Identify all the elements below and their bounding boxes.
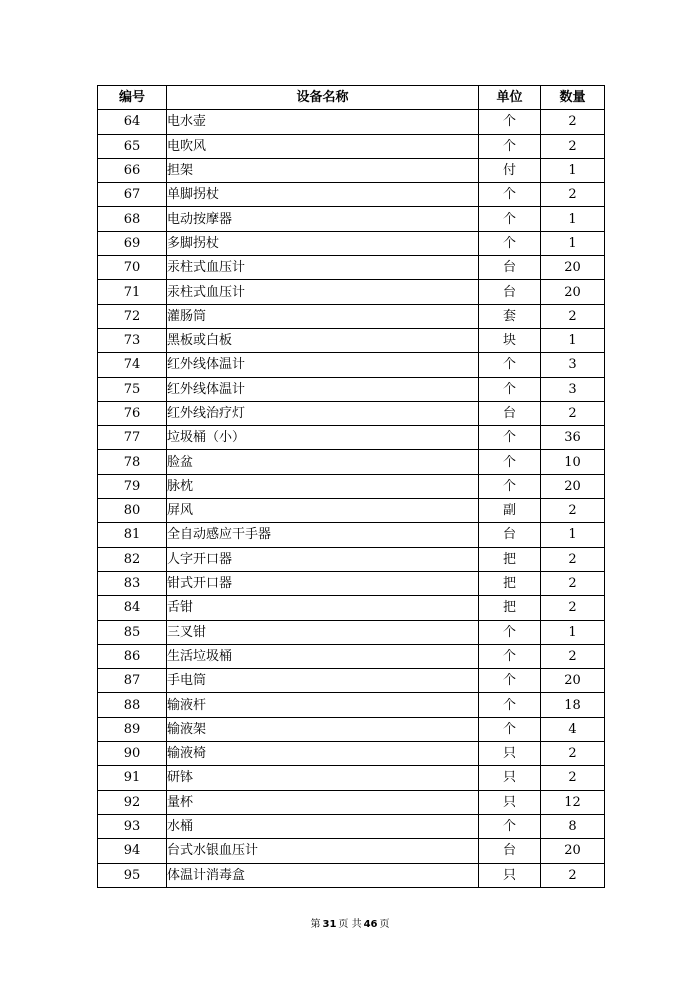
cell-no: 78 xyxy=(98,450,167,474)
footer-page-number: 31 xyxy=(322,919,337,930)
table-row xyxy=(98,280,605,304)
cell-name: 多脚拐杖 xyxy=(167,231,479,255)
cell-name: 汞柱式血压计 xyxy=(167,280,479,304)
cell-name: 生活垃圾桶 xyxy=(167,644,479,668)
cell-name: 垃圾桶（小） xyxy=(167,426,479,450)
cell-qty: 1 xyxy=(541,231,605,255)
table-row xyxy=(98,742,605,766)
cell-qty: 2 xyxy=(541,401,605,425)
cell-qty: 20 xyxy=(541,256,605,280)
cell-qty: 2 xyxy=(541,547,605,571)
cell-unit: 副 xyxy=(479,499,541,523)
cell-no: 88 xyxy=(98,693,167,717)
table-row xyxy=(98,377,605,401)
table-row xyxy=(98,401,605,425)
table-row xyxy=(98,134,605,158)
cell-unit: 个 xyxy=(479,183,541,207)
cell-no: 64 xyxy=(98,110,167,134)
cell-unit: 个 xyxy=(479,717,541,741)
cell-no: 93 xyxy=(98,814,167,838)
table-row xyxy=(98,571,605,595)
table-header-row xyxy=(98,86,605,110)
cell-name: 全自动感应干手器 xyxy=(167,523,479,547)
header-name: 设备名称 xyxy=(167,86,479,110)
cell-no: 85 xyxy=(98,620,167,644)
cell-name: 三叉钳 xyxy=(167,620,479,644)
table-row xyxy=(98,304,605,328)
cell-qty: 2 xyxy=(541,596,605,620)
table-row xyxy=(98,499,605,523)
cell-qty: 2 xyxy=(541,183,605,207)
cell-qty: 2 xyxy=(541,499,605,523)
cell-unit: 个 xyxy=(479,814,541,838)
cell-unit: 只 xyxy=(479,766,541,790)
table-row xyxy=(98,547,605,571)
cell-no: 75 xyxy=(98,377,167,401)
cell-name: 黑板或白板 xyxy=(167,328,479,352)
table-row xyxy=(98,231,605,255)
cell-name: 担架 xyxy=(167,158,479,182)
cell-name: 研钵 xyxy=(167,766,479,790)
equipment-table xyxy=(97,85,605,888)
cell-name: 体温计消毒盒 xyxy=(167,863,479,887)
cell-unit: 只 xyxy=(479,790,541,814)
cell-unit: 个 xyxy=(479,110,541,134)
cell-name: 电吹风 xyxy=(167,134,479,158)
cell-no: 76 xyxy=(98,401,167,425)
cell-unit: 台 xyxy=(479,401,541,425)
cell-name: 红外线体温计 xyxy=(167,377,479,401)
cell-qty: 1 xyxy=(541,620,605,644)
cell-unit: 把 xyxy=(479,596,541,620)
cell-qty: 1 xyxy=(541,523,605,547)
table-row xyxy=(98,256,605,280)
cell-qty: 12 xyxy=(541,790,605,814)
cell-name: 汞柱式血压计 xyxy=(167,256,479,280)
cell-unit: 台 xyxy=(479,280,541,304)
table-row xyxy=(98,669,605,693)
cell-unit: 个 xyxy=(479,669,541,693)
cell-name: 手电筒 xyxy=(167,669,479,693)
table-row xyxy=(98,814,605,838)
cell-name: 输液杆 xyxy=(167,693,479,717)
table-row xyxy=(98,644,605,668)
cell-qty: 8 xyxy=(541,814,605,838)
table-row xyxy=(98,766,605,790)
cell-qty: 2 xyxy=(541,134,605,158)
cell-no: 90 xyxy=(98,742,167,766)
cell-no: 70 xyxy=(98,256,167,280)
cell-unit: 个 xyxy=(479,231,541,255)
cell-name: 水桶 xyxy=(167,814,479,838)
cell-name: 台式水银血压计 xyxy=(167,839,479,863)
page-footer xyxy=(0,918,700,932)
cell-qty: 2 xyxy=(541,863,605,887)
cell-qty: 20 xyxy=(541,669,605,693)
cell-no: 87 xyxy=(98,669,167,693)
cell-unit: 个 xyxy=(479,134,541,158)
cell-qty: 2 xyxy=(541,304,605,328)
cell-qty: 20 xyxy=(541,839,605,863)
cell-unit: 个 xyxy=(479,693,541,717)
footer-total-pages: 46 xyxy=(363,919,378,930)
cell-unit: 套 xyxy=(479,304,541,328)
cell-no: 80 xyxy=(98,499,167,523)
table-row xyxy=(98,523,605,547)
cell-name: 红外线治疗灯 xyxy=(167,401,479,425)
cell-qty: 20 xyxy=(541,474,605,498)
cell-no: 68 xyxy=(98,207,167,231)
cell-no: 72 xyxy=(98,304,167,328)
table-row xyxy=(98,158,605,182)
cell-name: 电动按摩器 xyxy=(167,207,479,231)
cell-no: 66 xyxy=(98,158,167,182)
cell-no: 94 xyxy=(98,839,167,863)
cell-qty: 20 xyxy=(541,280,605,304)
cell-qty: 4 xyxy=(541,717,605,741)
table-row xyxy=(98,450,605,474)
table-row xyxy=(98,183,605,207)
cell-no: 91 xyxy=(98,766,167,790)
cell-qty: 36 xyxy=(541,426,605,450)
cell-qty: 2 xyxy=(541,571,605,595)
cell-qty: 2 xyxy=(541,766,605,790)
cell-name: 单脚拐杖 xyxy=(167,183,479,207)
cell-name: 输液架 xyxy=(167,717,479,741)
cell-qty: 3 xyxy=(541,377,605,401)
cell-unit: 个 xyxy=(479,620,541,644)
cell-name: 脸盆 xyxy=(167,450,479,474)
cell-no: 86 xyxy=(98,644,167,668)
cell-unit: 台 xyxy=(479,523,541,547)
cell-name: 钳式开口器 xyxy=(167,571,479,595)
table-row xyxy=(98,474,605,498)
table-row xyxy=(98,620,605,644)
cell-name: 屏风 xyxy=(167,499,479,523)
cell-no: 65 xyxy=(98,134,167,158)
cell-no: 71 xyxy=(98,280,167,304)
cell-qty: 2 xyxy=(541,742,605,766)
cell-unit: 个 xyxy=(479,377,541,401)
table-row xyxy=(98,790,605,814)
table-row xyxy=(98,110,605,134)
cell-no: 77 xyxy=(98,426,167,450)
cell-no: 79 xyxy=(98,474,167,498)
cell-qty: 1 xyxy=(541,207,605,231)
cell-name: 舌钳 xyxy=(167,596,479,620)
cell-no: 84 xyxy=(98,596,167,620)
cell-unit: 个 xyxy=(479,474,541,498)
cell-qty: 2 xyxy=(541,110,605,134)
footer-suffix: 页 xyxy=(379,919,390,930)
cell-no: 67 xyxy=(98,183,167,207)
cell-name: 脉枕 xyxy=(167,474,479,498)
cell-unit: 只 xyxy=(479,863,541,887)
cell-no: 73 xyxy=(98,328,167,352)
cell-name: 人字开口器 xyxy=(167,547,479,571)
cell-unit: 把 xyxy=(479,547,541,571)
cell-unit: 台 xyxy=(479,256,541,280)
cell-qty: 3 xyxy=(541,353,605,377)
cell-qty: 2 xyxy=(541,644,605,668)
cell-name: 电水壶 xyxy=(167,110,479,134)
cell-name: 红外线体温计 xyxy=(167,353,479,377)
table-row xyxy=(98,426,605,450)
footer-prefix: 第 xyxy=(310,919,321,930)
cell-unit: 付 xyxy=(479,158,541,182)
cell-no: 69 xyxy=(98,231,167,255)
cell-no: 83 xyxy=(98,571,167,595)
cell-no: 74 xyxy=(98,353,167,377)
cell-unit: 把 xyxy=(479,571,541,595)
cell-name: 输液椅 xyxy=(167,742,479,766)
header-qty: 数量 xyxy=(541,86,605,110)
table-row xyxy=(98,328,605,352)
table-row xyxy=(98,207,605,231)
cell-unit: 个 xyxy=(479,644,541,668)
cell-no: 82 xyxy=(98,547,167,571)
table-row xyxy=(98,863,605,887)
header-unit: 单位 xyxy=(479,86,541,110)
table-row xyxy=(98,693,605,717)
cell-qty: 1 xyxy=(541,328,605,352)
header-no: 编号 xyxy=(98,86,167,110)
footer-mid: 页 共 xyxy=(338,919,362,930)
table-row xyxy=(98,353,605,377)
cell-no: 81 xyxy=(98,523,167,547)
table-row xyxy=(98,839,605,863)
cell-qty: 10 xyxy=(541,450,605,474)
cell-unit: 个 xyxy=(479,450,541,474)
cell-unit: 个 xyxy=(479,426,541,450)
cell-no: 92 xyxy=(98,790,167,814)
cell-name: 灌肠筒 xyxy=(167,304,479,328)
cell-qty: 1 xyxy=(541,158,605,182)
cell-name: 量杯 xyxy=(167,790,479,814)
cell-unit: 块 xyxy=(479,328,541,352)
cell-unit: 个 xyxy=(479,353,541,377)
cell-qty: 18 xyxy=(541,693,605,717)
cell-no: 89 xyxy=(98,717,167,741)
cell-no: 95 xyxy=(98,863,167,887)
table-row xyxy=(98,596,605,620)
table-row xyxy=(98,717,605,741)
cell-unit: 个 xyxy=(479,207,541,231)
cell-unit: 只 xyxy=(479,742,541,766)
cell-unit: 台 xyxy=(479,839,541,863)
